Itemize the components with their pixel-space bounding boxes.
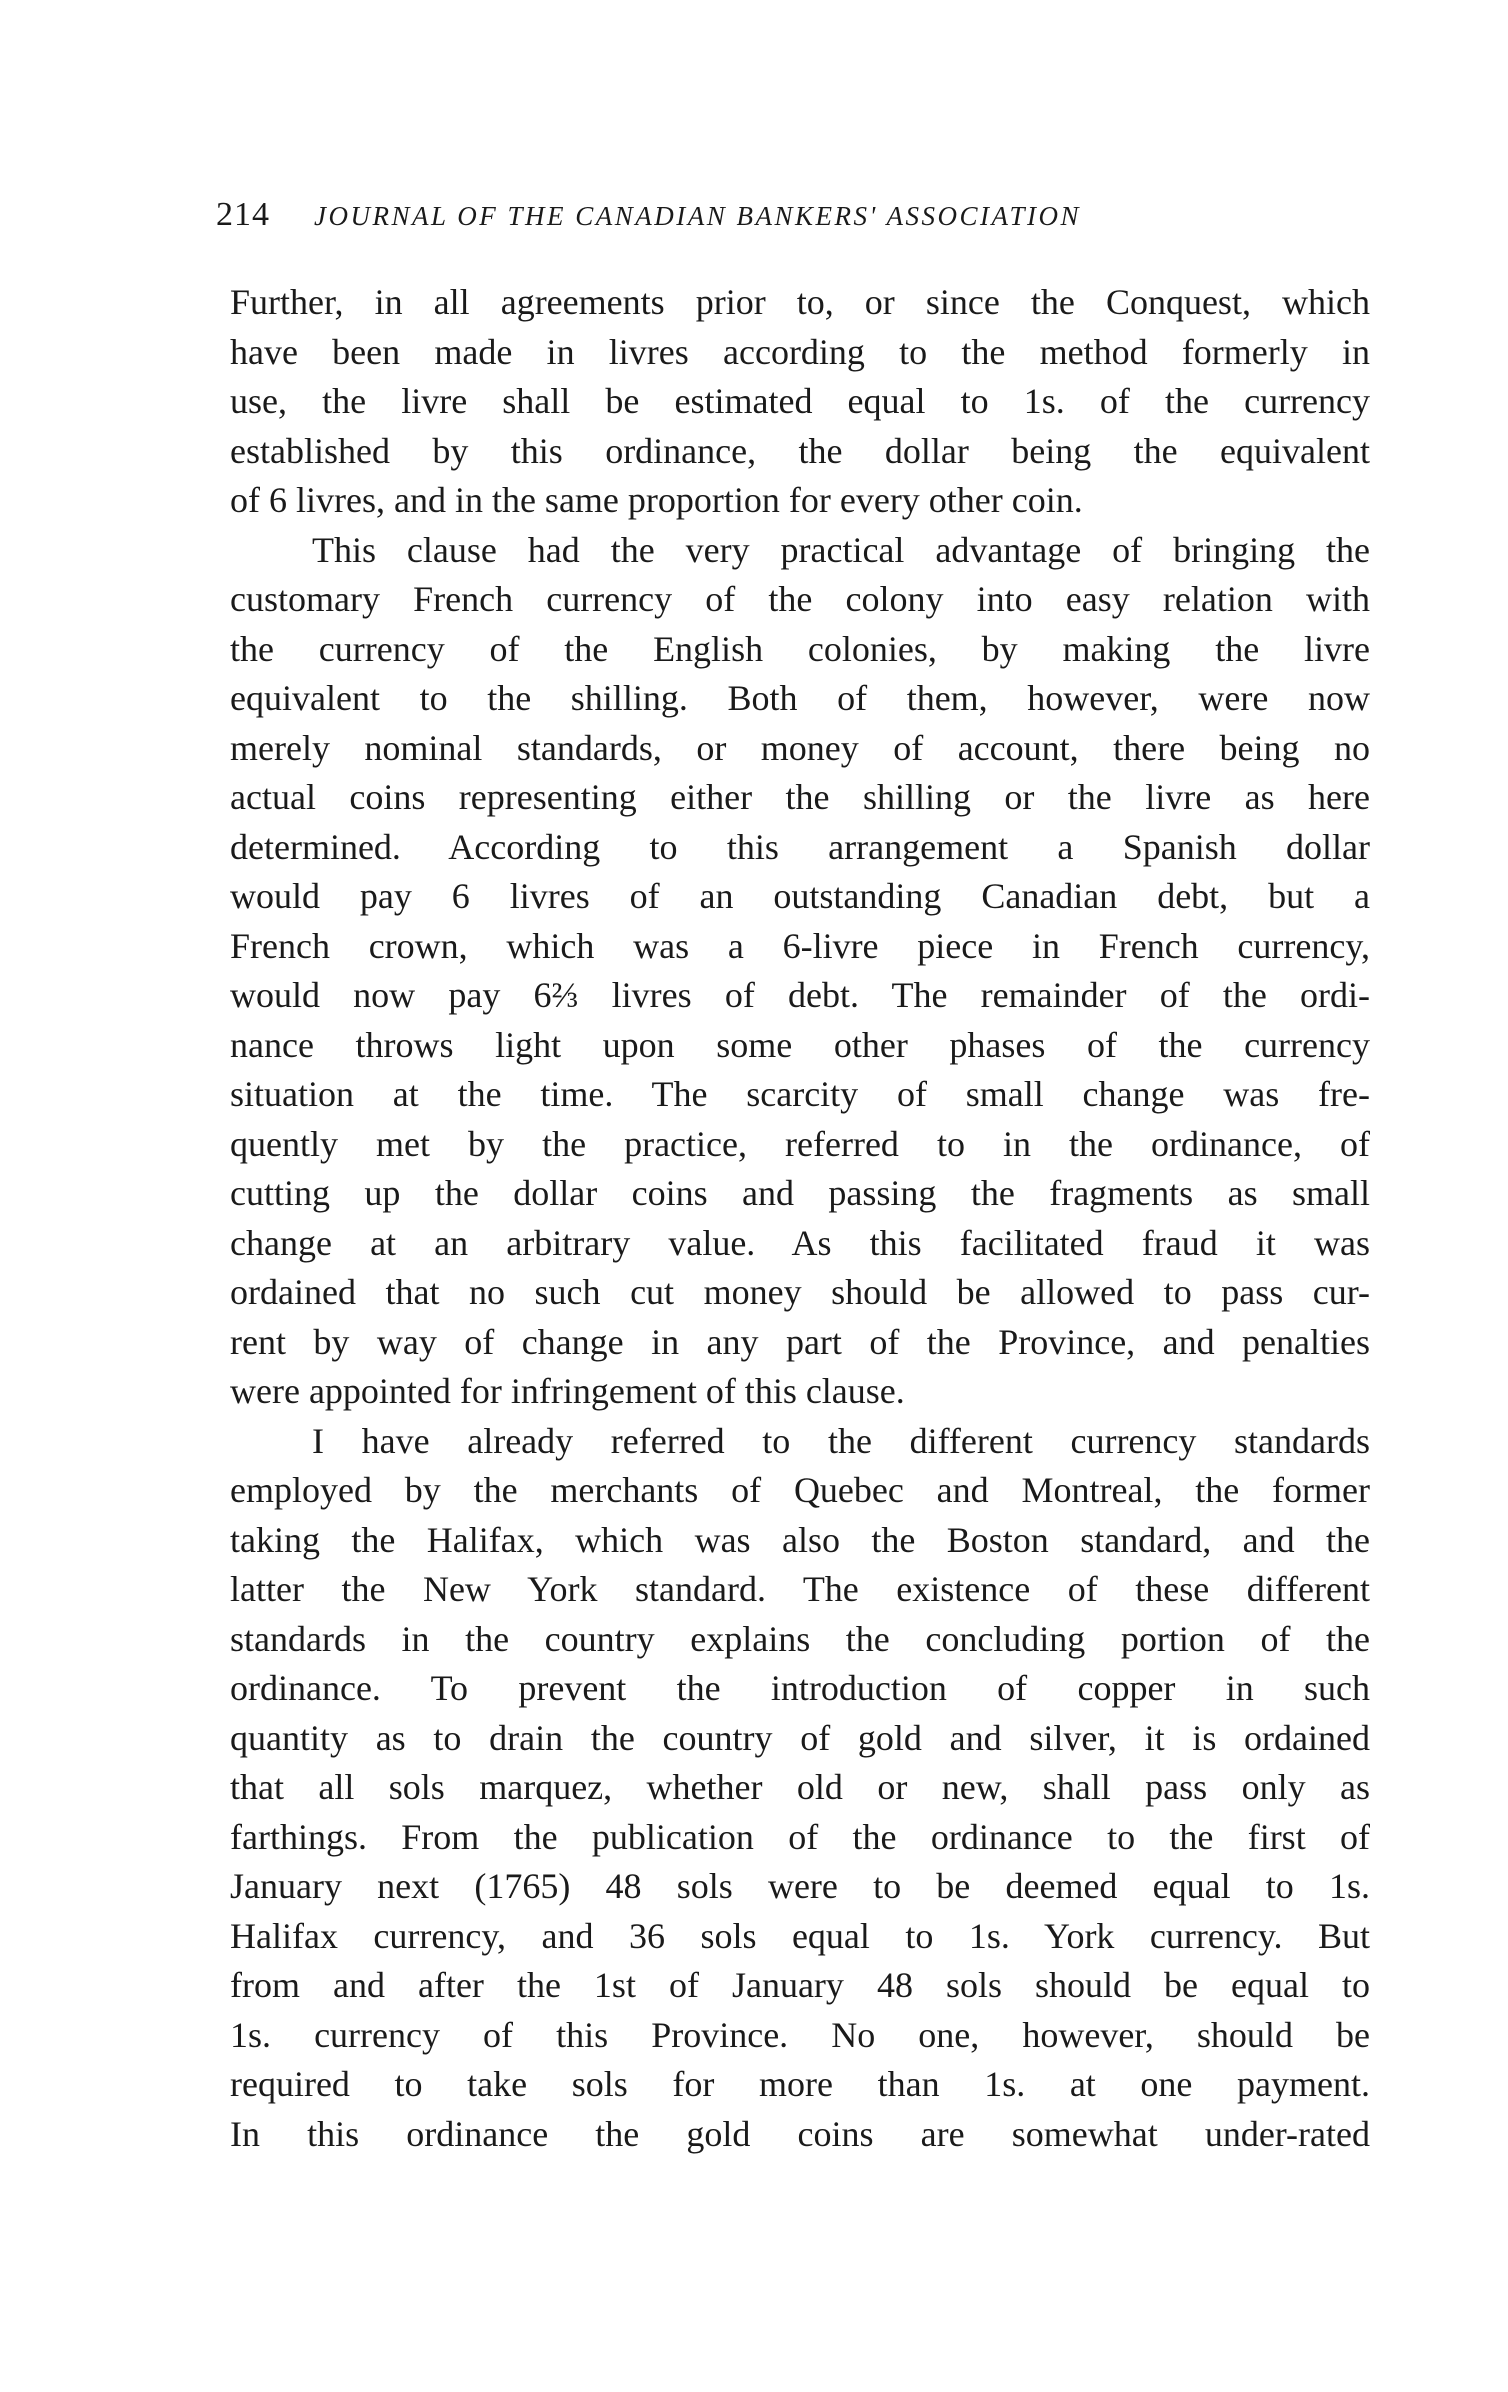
text-line: I have already referred to the different currency standards [312,1420,1370,1461]
text-line: nance throws light upon some other phases of the currency [230,1024,1370,1065]
text-line: taking the Halifax, which was also the Boston standard, and the [230,1519,1370,1560]
running-head [216,196,1296,246]
text-line: quently met by the practice, referred to in the ordinance, of [230,1123,1370,1164]
text-line: employed by the merchants of Quebec and Montreal, the former [230,1470,1370,1510]
text-line: This clause had the very practical advantage of bringing the [312,529,1370,570]
body-text [230,278,1370,2159]
text-line: the currency of the English colonies, by making the livre [230,628,1370,669]
text-line: January next (1765) 48 sols were to be deemed equal to 1s. [230,1866,1370,1906]
text-line: ordained that no such cut money should be allowed to pass cur- [230,1272,1370,1312]
text-line: use, the livre shall be estimated equal to 1s. of the currency [230,381,1370,421]
text-line: merely nominal standards, or money of account, there being no [230,727,1370,768]
text-line: farthings. From the publication of the ordinance to the first of [230,1816,1370,1857]
text-line: actual coins representing either the shilling or the livre as here [230,777,1370,817]
text-line: established by this ordinance, the dollar being the equivalent [230,430,1370,471]
text-line: quantity as to drain the country of gold and silver, it is ordained [230,1717,1370,1758]
text-line: situation at the time. The scarcity of small change was fre- [230,1074,1370,1114]
text-line: would now pay 6⅔ livres of debt. The remainder of the ordi- [230,975,1370,1015]
text-line: In this ordinance the gold coins are somewhat under-rated [230,2113,1370,2154]
paragraph-3 [230,1417,1370,2160]
text-line: rent by way of change in any part of the Province, and penalties [230,1321,1370,1362]
text-line: have been made in livres according to the method formerly in [230,331,1370,372]
text-line: customary French currency of the colony into easy relation with [230,579,1370,619]
page-number: 214 [216,196,270,233]
journal-title: JOURNAL OF THE CANADIAN BANKERS' ASSOCIATION [314,201,1082,231]
text-line: determined. According to this arrangement a Spanish dollar [230,826,1370,867]
text-line: required to take sols for more than 1s. at one payment. [230,2064,1370,2104]
text-line: equivalent to the shilling. Both of them, however, were now [230,678,1370,718]
text-line: that all sols marquez, whether old or new, shall pass only as [230,1767,1370,1807]
text-line: of 6 livres, and in the same proportion for every other coin. [230,480,1083,520]
text-line: change at an arbitrary value. As this facilitated fraud it was [230,1222,1370,1263]
text-line: were appointed for infringement of this clause. [230,1371,905,1411]
text-line: Further, in all agreements prior to, or since the Conquest, which [230,282,1370,322]
text-line: latter the New York standard. The existence of these different [230,1569,1370,1609]
text-line: from and after the 1st of January 48 sols should be equal to [230,1965,1370,2005]
text-line: ordinance. To prevent the introduction of copper in such [230,1668,1370,1708]
text-line: would pay 6 livres of an outstanding Canadian debt, but a [230,876,1370,916]
paragraph-2 [230,526,1370,1417]
text-line: cutting up the dollar coins and passing the fragments as small [230,1173,1370,1213]
text-line: standards in the country explains the concluding portion of the [230,1618,1370,1659]
paragraph-1 [230,278,1370,526]
text-line: Halifax currency, and 36 sols equal to 1s. York currency. But [230,1915,1370,1956]
text-line: French crown, which was a 6-livre piece in French currency, [230,925,1370,966]
text-line: 1s. currency of this Province. No one, however, should be [230,2014,1370,2055]
